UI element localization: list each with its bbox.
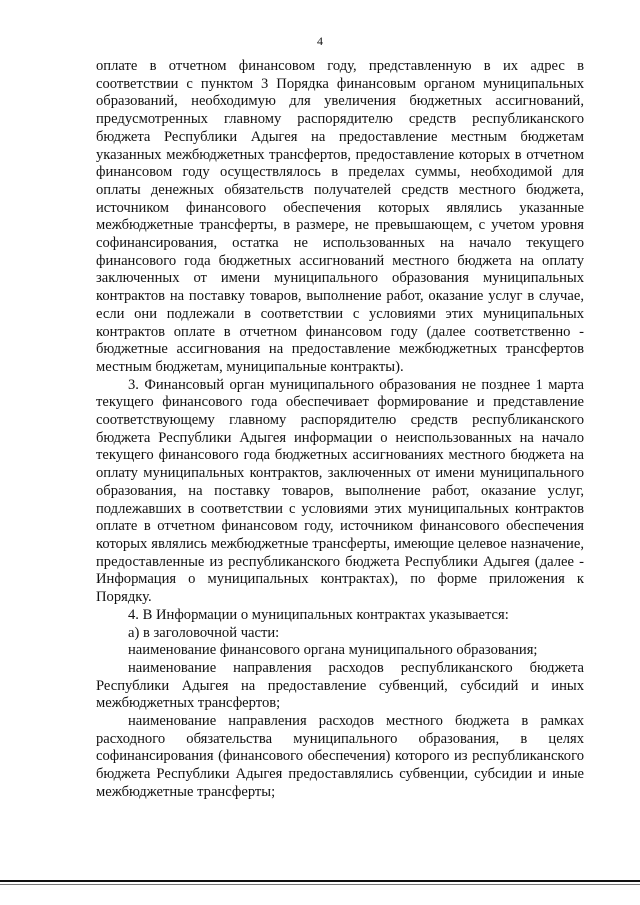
list-entry-republic-expenses: наименование направления расходов республиканского бюджета Республики Адыгея на предоставление субвенций, субсидий и иных межбюджетных трансфертов; [96,659,584,712]
bottom-border-shadow [0,884,640,885]
paragraph-item-4: 4. В Информации о муниципальных контрактах указывается: [128,606,509,623]
bottom-border-line [0,880,640,882]
document-body [96,58,584,802]
list-entry-financial-body: наименование финансового органа муниципального образования; [128,642,538,659]
page-number: 4 [317,34,323,48]
paragraph-item-3: 3. Финансовый орган муниципального образования не позднее 1 марта текущего финансового года обеспечивает формирование и представление соответствующему главному распорядителю средств республиканского бюджета Республики Адыгея информации о неиспользованных на начало текущего финансового года бюджетных ассигнованиях местного бюджета на оплату муниципальных контрактов, заключенных от имени муниципального образования, на поставку товаров, выполнение работ, оказание услуг, подлежавших в соответствии с условиями этих муниципальных контрактов оплате в отчетном финансовом году, источником финансового обеспечения которых являлись межбюджетные трансферты, имеющие целевое назначение, предоставленные из республиканского бюджета Республики Адыгея (далее - Информация о муниципальных контрактах), по форме приложения к Порядку. [96,376,584,606]
subitem-a: а) в заголовочной части: [128,624,280,641]
paragraph-continuation: оплате в отчетном финансовом году, представленную в их адрес в соответствии с пунктом 3 Порядка финансовым органом муниципальных образований, необходимую для увеличения бюджетных ассигнований, предусмотренных главному распорядителю средств республиканского бюджета Республики Адыгея на предоставление местным бюджетам указанных межбюджетных трансфертов, предоставление которых в отчетном финансовом году осуществлялось в пределах суммы, необходимой для оплаты денежных обязательств получателей средств местного бюджета, источником финансового обеспечения которых являлись указанные межбюджетные трансферты, в размере, не превышающем, с учетом уровня софинансирования, остатка не использованных на начало текущего финансового года бюджетных ассигнований местного бюджета на оплату заключенных от имени муниципального образования муниципальных контрактов на поставку товаров, выполнение работ, оказание услуг в случае, если они подлежали в соответствии с условиями этих муниципальных контрактов оплате в отчетном финансовом году (далее соответственно - бюджетные ассигнования на предоставление межбюджетных трансфертов местным бюджетам, муниципальные контракты). [96,58,584,375]
list-entry-local-expenses: наименование направления расходов местного бюджета в рамках расходного обязательства муниципального образования, в целях софинансирования (финансового обеспечения) которого из республиканского бюджета Республики Адыгея предоставлялись субвенции, субсидии и иные межбюджетные трансферты; [96,713,584,800]
